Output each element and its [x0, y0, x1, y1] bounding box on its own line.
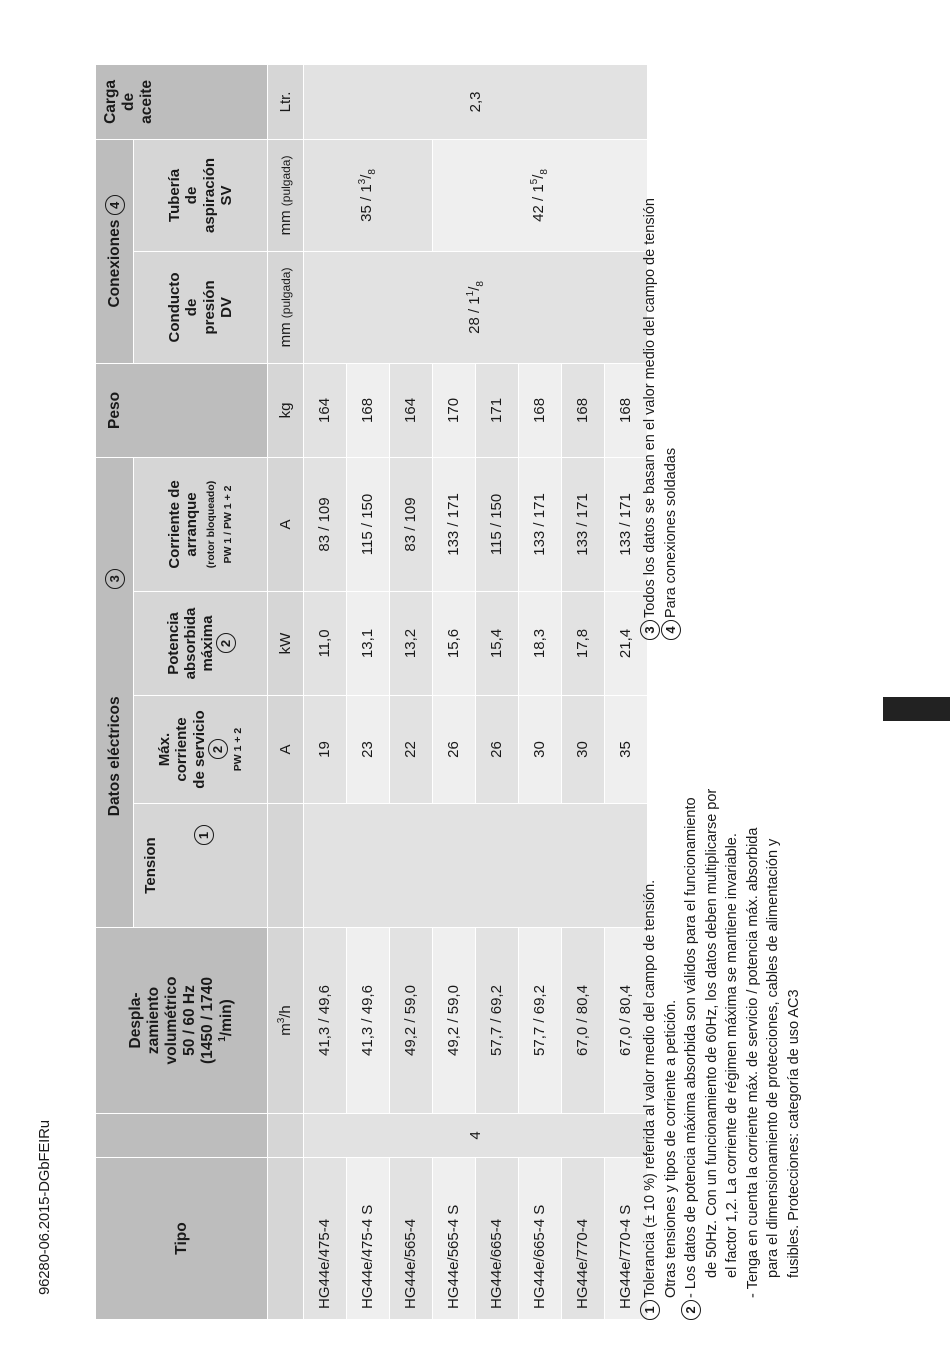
unit-max-corriente: A — [268, 696, 304, 804]
header-tipo: Tipo — [96, 1158, 268, 1320]
footnote-2: 2 - Los datos de potencia máxima absorbida son válidos para el funcionamiento — [681, 680, 702, 1320]
header-carga-aceite: Carga de aceite — [96, 64, 268, 139]
cell-desplazamiento: 57,7 / 69,2 — [519, 928, 562, 1114]
cell-arranque: 115 / 150 — [347, 457, 390, 591]
cell-max-corriente: 30 — [562, 696, 605, 804]
cell-arranque: 83 / 109 — [304, 457, 347, 591]
circle-2-marker: 2 — [208, 740, 228, 760]
header-datos-electricos: Datos eléctricos 3 — [96, 457, 134, 927]
cell-arranque: 133 / 171 — [519, 457, 562, 591]
cell-arranque: 83 / 109 — [390, 457, 433, 591]
cell-arranque: 133 / 171 — [562, 457, 605, 591]
cell-max-corriente: 26 — [433, 696, 476, 804]
cell-tuberia-a: $35 / 1^3/_8$ — [304, 139, 433, 251]
cell-desplazamiento: 57,7 / 69,2 — [476, 928, 519, 1114]
header-desplazamiento: Despla- zamiento volumétrico 50 / 60 Hz (1450 / 1740 $^1$/min) — [96, 928, 268, 1114]
unit-arranque: A — [268, 457, 304, 591]
cell-tipo: HG44e/565-4 — [390, 1158, 433, 1320]
unit-polos — [268, 1114, 304, 1158]
header-peso: Peso — [96, 363, 268, 457]
rotated-page-content — [95, 79, 950, 1320]
cell-desplazamiento: 49,2 / 59,0 — [390, 928, 433, 1114]
unit-tuberia: mm (pulgada) — [268, 139, 304, 251]
cell-peso: 164 — [304, 363, 347, 457]
unit-desplazamiento: $m^3/h$ — [268, 928, 304, 1114]
circle-4-marker: 4 — [661, 620, 681, 640]
cell-tipo: HG44e/565-4 S — [433, 1158, 476, 1320]
unit-potencia: kW — [268, 592, 304, 696]
cell-tipo: HG44e/475-4 S — [347, 1158, 390, 1320]
cell-carga: 2,3 — [304, 64, 648, 139]
circle-2-marker: 2 — [681, 1300, 701, 1320]
footnote-2-line-5: para el dimensionamiento de protecciones, cables de alimentación y — [765, 838, 781, 1278]
document-id: 96280-06.2015-DGbFEIRu — [36, 1120, 53, 1295]
cell-arranque: 133 / 171 — [605, 457, 648, 591]
unit-tension — [268, 804, 304, 928]
cell-desplazamiento: 41,3 / 49,6 — [347, 928, 390, 1114]
footnote-1: 1 Tolerancia (± 10 %) referida al valor medio del campo de tensión. — [640, 680, 661, 1320]
cell-arranque: 115 / 150 — [476, 457, 519, 591]
cell-conducto: $28 / 1^1/_8$ — [304, 251, 648, 363]
cell-max-corriente: 19 — [304, 696, 347, 804]
footnote-2-line-6: fusibles. Protecciones: categoría de uso AC3 — [785, 989, 802, 1278]
header-max-corriente: Máx. corriente de servicio 2 PW 1 + 2 — [134, 696, 268, 804]
footnotes-left — [640, 680, 804, 1320]
cell-peso: 168 — [605, 363, 648, 457]
cell-potencia: 13,2 — [390, 592, 433, 696]
footnote-2-line-4: - Tenga en cuenta la corriente máx. de servicio / potencia máx. absorbida — [744, 827, 761, 1298]
circle-2-marker: 2 — [216, 634, 236, 654]
cell-max-corriente: 26 — [476, 696, 519, 804]
circle-3-marker: 3 — [640, 620, 660, 640]
cell-arranque: 133 / 171 — [433, 457, 476, 591]
footnote-1-line-2: Otras tensiones y tipos de corriente a petición. — [662, 999, 679, 1298]
cell-potencia: 21,4 — [605, 592, 648, 696]
circle-4-marker: 4 — [105, 195, 125, 215]
header-potencia: Potencia absorbida máxima 2 — [134, 592, 268, 696]
unit-tipo — [268, 1158, 304, 1320]
cell-tension — [304, 804, 648, 928]
circle-1-marker: 1 — [640, 1300, 660, 1320]
cell-max-corriente: 30 — [519, 696, 562, 804]
header-tension: Tension 1 — [134, 804, 268, 928]
header-tuberia-aspiracion: Tubería de aspiración SV — [134, 139, 268, 251]
cell-potencia: 15,4 — [476, 592, 519, 696]
cell-peso: 170 — [433, 363, 476, 457]
cell-tipo: HG44e/475-4 — [304, 1158, 347, 1320]
circle-3-marker: 3 — [105, 569, 125, 589]
footnotes-right — [640, 120, 681, 640]
cell-tipo: HG44e/770-4 S — [605, 1158, 648, 1320]
cell-max-corriente: 23 — [347, 696, 390, 804]
cell-desplazamiento: 49,2 / 59,0 — [433, 928, 476, 1114]
cell-potencia: 15,6 — [433, 592, 476, 696]
footnote-2-line-2: de 50Hz. Con un funcionamiento de 60Hz, los datos deben multiplicarse por — [703, 788, 720, 1278]
cell-peso: 164 — [390, 363, 433, 457]
cell-tuberia-b: $42 / 1^5/_8$ — [433, 139, 648, 251]
footnote-4: 4 Para conexiones soldadas — [661, 120, 682, 640]
header-corriente-arranque: Corriente de arranque (rotor bloqueado) PW 1 / PW 1 + 2 — [134, 457, 268, 591]
cell-potencia: 13,1 — [347, 592, 390, 696]
unit-peso: kg — [268, 363, 304, 457]
cell-tipo: HG44e/770-4 — [562, 1158, 605, 1320]
cell-potencia: 18,3 — [519, 592, 562, 696]
unit-conducto: mm (pulgada) — [268, 251, 304, 363]
cell-potencia: 11,0 — [304, 592, 347, 696]
header-polos — [96, 1114, 268, 1158]
header-conducto-presion: Conducto de presión DV — [134, 251, 268, 363]
cell-peso: 168 — [519, 363, 562, 457]
cell-peso: 168 — [347, 363, 390, 457]
technical-data-table — [95, 64, 648, 1320]
cell-max-corriente: 22 — [390, 696, 433, 804]
cell-max-corriente: 35 — [605, 696, 648, 804]
cell-peso: 171 — [476, 363, 519, 457]
cell-desplazamiento: 67,0 / 80,4 — [605, 928, 648, 1114]
header-conexiones: Conexiones 4 — [96, 139, 134, 363]
page-edge-tab-marker — [883, 697, 950, 721]
cell-tipo: HG44e/665-4 — [476, 1158, 519, 1320]
cell-desplazamiento: 41,3 / 49,6 — [304, 928, 347, 1114]
footnote-3: 3 Todos los datos se basan en el valor medio del campo de tensión — [640, 120, 661, 640]
cell-polos: 4 — [304, 1114, 648, 1158]
circle-1-marker: 1 — [194, 826, 214, 846]
footnote-2-line-3: el factor 1,2. La corriente de régimen máxima se mantiene invariable. — [724, 833, 740, 1278]
cell-peso: 168 — [562, 363, 605, 457]
cell-desplazamiento: 67,0 / 80,4 — [562, 928, 605, 1114]
unit-carga: Ltr. — [268, 64, 304, 139]
cell-potencia: 17,8 — [562, 592, 605, 696]
cell-tipo: HG44e/665-4 S — [519, 1158, 562, 1320]
